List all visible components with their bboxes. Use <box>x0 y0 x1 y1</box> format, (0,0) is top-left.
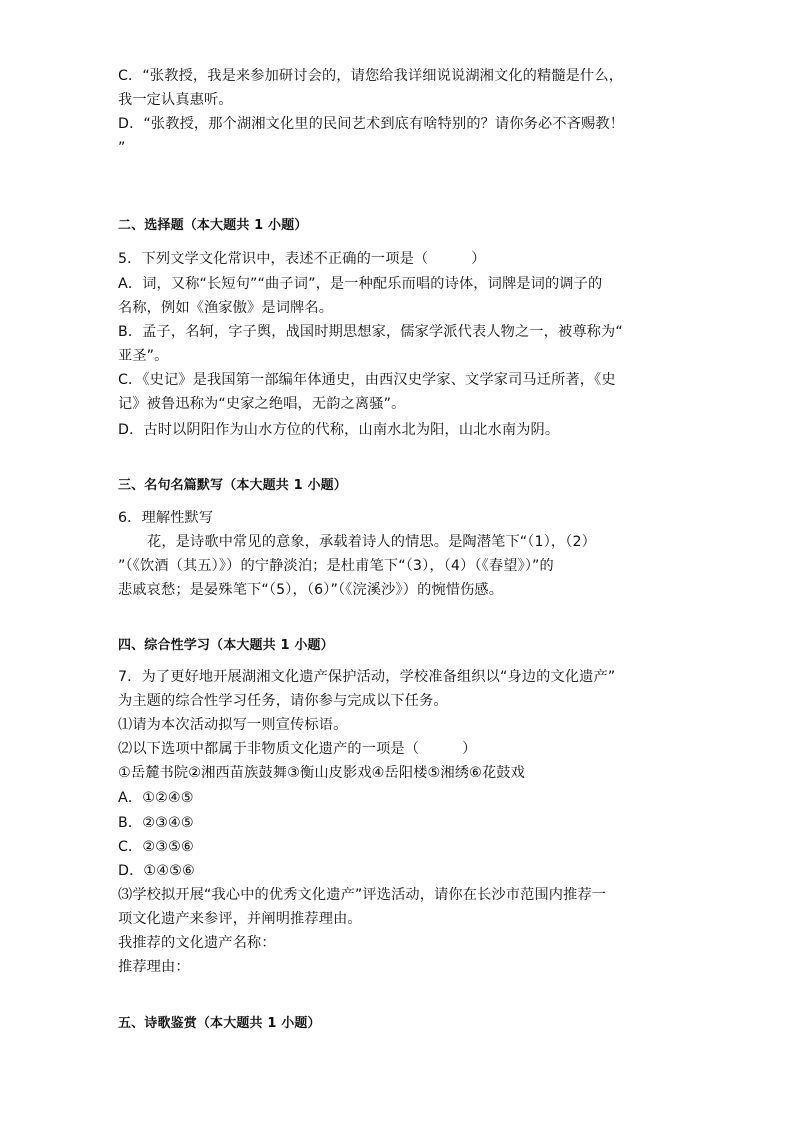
q7-stem-line2: 为主题的综合性学习任务，请你参与完成以下任务。 <box>118 693 448 709</box>
q5-stem: 5．下列文学文化常识中，表述不正确的一项是（ ） <box>118 251 486 267</box>
q6-passage-line3: 悲戚哀愁；是晏殊笔下“（5），（6）”（《浣溪沙》）的惋惜伤感。 <box>118 582 504 598</box>
section4-heading: 四、综合性学习（本大题共 1 小题） <box>118 638 334 653</box>
q5-option-d-line1: D．古时以阴阳作为山水方位的代称，山南水北为阳，山北水南为阴。 <box>118 422 560 438</box>
q7-option-c: C．②③⑤⑥ <box>118 839 194 855</box>
q7-sub3-line2: 项文化遗产来参评，并阐明推荐理由。 <box>118 911 362 927</box>
q7-heritage-items: ①岳麓书院②湘西苗族鼓舞③衡山皮影戏④岳阳楼⑤湘绣⑥花鼓戏 <box>118 765 525 781</box>
q5-option-c-line2: 记》被鲁迅称为“史家之绝唱，无韵之离骚”。 <box>118 396 406 412</box>
q5-option-c-line1: C．《史记》是我国第一部编年体通史，由西汉史学家、文学家司马迁所著，《史 <box>118 372 616 388</box>
q7-sub2: ⑵以下选项中都属于非物质文化遗产的一项是（ ） <box>118 741 477 757</box>
q6-passage-line2: ”（《饮酒（其五）》）的宁静淡泊；是杜甫笔下“（3），（4）（《春望》）”的 <box>118 558 554 574</box>
q7-sub1: ⑴请为本次活动拟写一则宣传标语。 <box>118 717 348 733</box>
section3-heading: 三、名句名篇默写（本大题共 1 小题） <box>118 478 347 493</box>
q4-option-c-line1: C．“张教授，我是来参加研讨会的，请您给我详细说说湖湘文化的精髓是什么， <box>118 68 624 84</box>
q6-stem: 6．理解性默写 <box>118 510 214 526</box>
q7-option-d: D．①④⑤⑥ <box>118 863 195 879</box>
q7-option-b: B．②③④⑤ <box>118 815 194 831</box>
q7-reason-prompt: 推荐理由： <box>118 959 190 975</box>
q7-sub3-line1: ⑶学校拟开展“我心中的优秀文化遗产”评选活动，请你在长沙市范围内推荐一 <box>118 887 607 903</box>
q7-name-prompt: 我推荐的文化遗产名称： <box>118 935 276 951</box>
q5-option-a-line2: 名称，例如《渔家傲》是词牌名。 <box>118 300 334 316</box>
section2-heading: 二、选择题（本大题共 1 小题） <box>118 218 308 233</box>
q6-passage-line1: 花，是诗歌中常见的意象，承载着诗人的情思。是陶潜笔下“（1），（2） <box>147 534 597 550</box>
q7-stem-line1: 7．为了更好地开展湖湘文化遗产保护活动，学校准备组织以“身边的文化遗产” <box>118 669 616 685</box>
q5-option-b-line1: B．孟子，名轲，字子舆，战国时期思想家，儒家学派代表人物之一，被尊称为“ <box>118 324 623 340</box>
q5-option-b-line2: 亚圣”。 <box>118 348 169 364</box>
q7-option-a: A．①②④⑤ <box>118 790 194 806</box>
section5-heading: 五、诗歌鉴赏（本大题共 1 小题） <box>118 1016 321 1031</box>
q4-option-c-line2: 我一定认真惠听。 <box>118 92 233 108</box>
q4-option-d-line1: D．“张教授，那个湖湘文化里的民间艺术到底有啥特别的？请你务必不吝赐教！ <box>118 116 625 132</box>
q4-option-d-line2: ” <box>118 140 126 156</box>
q5-option-a-line1: A．词，又称“长短句”“曲子词”，是一种配乐而唱的诗体，词牌是词的调子的 <box>118 276 603 292</box>
